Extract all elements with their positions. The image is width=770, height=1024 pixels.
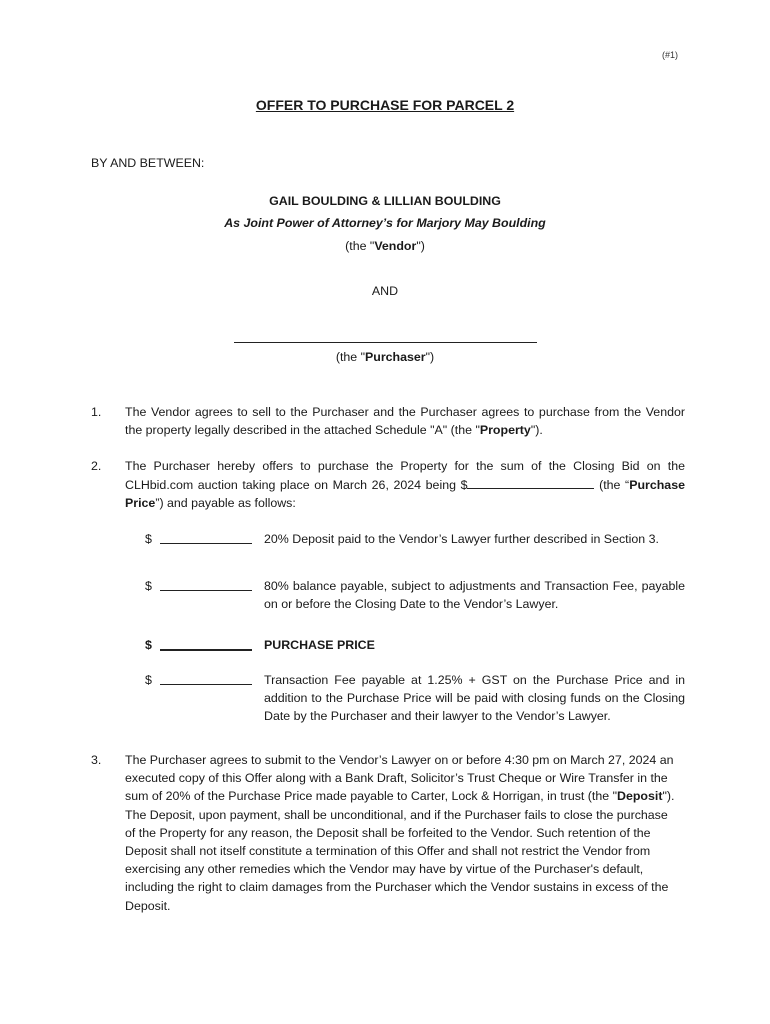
- vendor-term: Vendor: [374, 239, 417, 253]
- page-number: (#1): [662, 50, 679, 60]
- payment-description: Transaction Fee payable at 1.25% + GST on the Purchase Price and in addition to the Purchase Price will be paid with closing funds on the Closing Date by the Purchaser and their lawyer to the Vendor’s Lawyer.: [264, 673, 685, 724]
- parties-intro: BY AND BETWEEN:: [91, 156, 205, 170]
- clause-text: The Purchaser agrees to submit to the Vendor’s Lawyer on or before 4:30 pm on March 27, 2024 an executed copy of this Offer along with a Bank Draft, Solicitor’s Trust Cheque or Wire Transfer in the sum of 20% of the Purchase Price made payable to Carter, Lock & Horrigan, in trust (the "Deposit"). The Deposit, upon payment, shall be unconditional, and if the Purchaser fails to close the purchase of the Property for any reason, the Deposit shall be forfeited to the Vendor. Such retention of the Deposit shall not itself constitute a termination of this Offer and shall not restrict the Vendor from exercising any other remedies which the Vendor may have by virtue of the Purchaser's default, including the right to claim damages from the Purchaser which the Vendor sustains in excess of the Deposit.: [125, 753, 675, 913]
- payment-description: 80% balance payable, subject to adjustments and Transaction Fee, payable on or before the Closing Date to the Vendor’s Lawyer.: [264, 579, 685, 612]
- clause-number: 2.: [91, 459, 102, 473]
- dollar-sign: $: [145, 532, 152, 546]
- vendor-definition: (the "Vendor"): [345, 239, 425, 253]
- payment-description: 20% Deposit paid to the Vendor’s Lawyer further described in Section 3.: [264, 532, 659, 546]
- purchaser-term: Purchaser: [365, 350, 426, 364]
- clause-text: The Purchaser hereby offers to purchase the Property for the sum of the Closing Bid on the CLHbid.com auction taking place on March 26, 2024 being $ (the “Purchase Price”) and payable as follows:: [125, 459, 685, 511]
- deposit-term: Deposit: [617, 789, 663, 804]
- clause-number: 3.: [91, 753, 102, 767]
- document-title: OFFER TO PURCHASE FOR PARCEL 2: [255, 97, 515, 113]
- vendor-capacity: As Joint Power of Attorney’s for Marjory May Boulding: [224, 216, 546, 230]
- amount-blank: [160, 649, 252, 651]
- dollar-sign: $: [145, 673, 152, 687]
- clause-text: The Vendor agrees to sell to the Purchaser and the Purchaser agrees to purchase from the Vendor the property legally described in the attached Schedule "A" (the "Property").: [125, 405, 685, 438]
- purchaser-name-blank: [234, 342, 537, 343]
- amount-blank: [160, 590, 252, 591]
- payment-description: PURCHASE PRICE: [264, 638, 375, 652]
- purchase-price-term: Purchase Price: [125, 478, 685, 511]
- clause-number: 1.: [91, 405, 102, 419]
- property-term: Property: [479, 423, 531, 438]
- amount-blank: [160, 543, 252, 544]
- dollar-sign: $: [145, 638, 152, 652]
- closing-bid-blank: [467, 475, 594, 489]
- amount-blank: [160, 684, 252, 685]
- purchaser-definition: (the "Purchaser"): [335, 350, 435, 364]
- and-separator: AND: [371, 284, 399, 298]
- dollar-sign: $: [145, 579, 152, 593]
- vendor-names: GAIL BOULDING & LILLIAN BOULDING: [269, 194, 501, 208]
